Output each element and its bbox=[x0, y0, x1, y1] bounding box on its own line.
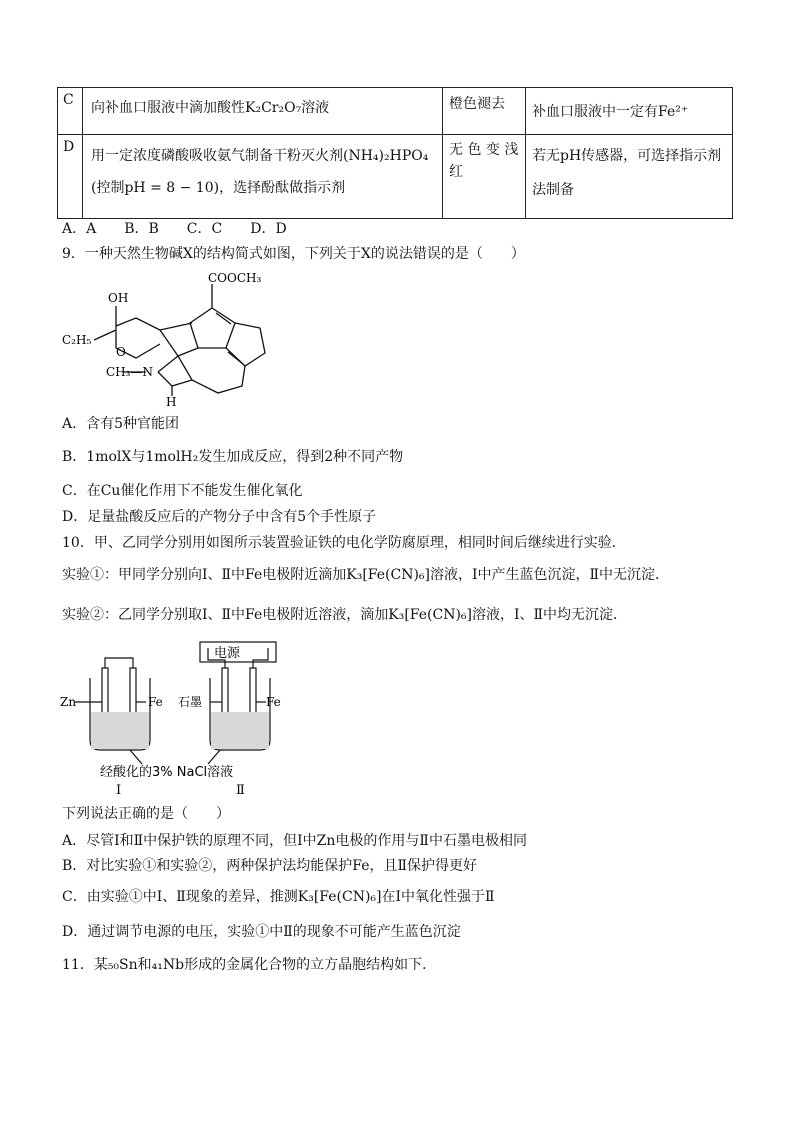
ethyl-label: C₂H₅ bbox=[62, 333, 92, 347]
oh-label: OH bbox=[108, 291, 129, 305]
q10-exp1: 实验①：甲同学分别向Ⅰ、Ⅱ中Fe电极附近滴加K₃[Fe(CN)₆]溶液，Ⅰ中产生蓝色沉淀，Ⅱ中无沉淀． bbox=[62, 567, 670, 583]
phenomenon-cell: 橙色褪去 bbox=[443, 88, 526, 135]
q10-option-c: C．由实验①中Ⅰ、Ⅱ现象的差异，推测K₃[Fe(CN)₆]在Ⅰ中氧化性强于Ⅱ bbox=[62, 889, 495, 905]
q9-option-d: D．足量盐酸反应后的产物分子中含有5个手性原子 bbox=[62, 509, 377, 525]
q9-option-a: A．含有5种官能团 bbox=[62, 416, 180, 432]
q9-stem: 9．一种天然生物碱X的结构简式如图，下列关于X的说法错误的是（ ） bbox=[62, 246, 525, 262]
zn-label: Zn bbox=[60, 695, 77, 709]
q10-stem: 10．甲、乙同学分别用如图所示装置验证铁的电化学防腐原理，相同时间后继续进行实验． bbox=[62, 535, 626, 551]
graphite-label: 石墨 bbox=[178, 695, 203, 709]
operation-cell: 用一定浓度磷酸吸收氨气制备干粉灭火剂(NH₄)₂HPO₄ (控制pH = 8 − 10)，选择酚酞做指示剂 bbox=[83, 135, 443, 219]
o-label: O bbox=[116, 345, 126, 359]
phenomenon-cell: 无 色 变 浅 红 bbox=[443, 135, 526, 219]
table-row bbox=[58, 135, 733, 219]
power-label: 电源 bbox=[214, 646, 241, 661]
fe-label-2: Fe bbox=[266, 695, 281, 709]
q10-option-a: A．尽管Ⅰ和Ⅱ中保护铁的原理不同，但Ⅰ中Zn电极的作用与Ⅱ中石墨电极相同 bbox=[62, 833, 527, 849]
conclusion-cell: 补血口服液中一定有Fe²⁺ bbox=[526, 88, 733, 135]
q8-choices: A．A B．B C．C D．D bbox=[62, 221, 287, 237]
q10-option-b: B．对比实验①和实验②，两种保护法均能保护Fe，且Ⅱ保护得更好 bbox=[62, 858, 478, 874]
q9-option-c: C．在Cu催化作用下不能发生催化氧化 bbox=[62, 483, 303, 499]
solution-label: 经酸化的3% NaCl溶液 bbox=[100, 765, 234, 780]
beaker-label-2: Ⅱ bbox=[236, 783, 245, 798]
q9-option-b: B．1molX与1molH₂发生加成反应，得到2种不同产物 bbox=[62, 449, 404, 465]
q11-stem: 11．某₅₀Sn和₄₁Nb形成的金属化合物的立方晶胞结构如下． bbox=[62, 957, 437, 973]
q10-exp2: 实验②：乙同学分别取Ⅰ、Ⅱ中Fe电极附近溶液，滴加K₃[Fe(CN)₆]溶液，Ⅰ、Ⅱ中均无沉淀． bbox=[62, 607, 628, 623]
options-table bbox=[57, 87, 733, 219]
row-label: C bbox=[58, 88, 83, 135]
q10-prompt: 下列说法正确的是（ ） bbox=[62, 806, 230, 822]
fe-label-1: Fe bbox=[148, 695, 163, 709]
operation-cell: 向补血口服液中滴加酸性K₂Cr₂O₇溶液 bbox=[83, 88, 443, 135]
ester-label: COOCH₃ bbox=[208, 271, 262, 285]
electrochem-diagram bbox=[60, 640, 300, 800]
conclusion-cell: 若无pH传感器，可选择指示剂 法制备 bbox=[526, 135, 733, 219]
row-label: D bbox=[58, 135, 83, 219]
table-row bbox=[58, 88, 733, 135]
q10-option-d: D．通过调节电源的电压，实验①中Ⅱ的现象不可能产生蓝色沉淀 bbox=[62, 924, 461, 940]
n-methyl-label: CH₃—N bbox=[106, 365, 153, 379]
beaker-label-1: Ⅰ bbox=[116, 783, 122, 798]
structure-x-diagram bbox=[60, 268, 290, 408]
h-label: H bbox=[166, 395, 177, 408]
